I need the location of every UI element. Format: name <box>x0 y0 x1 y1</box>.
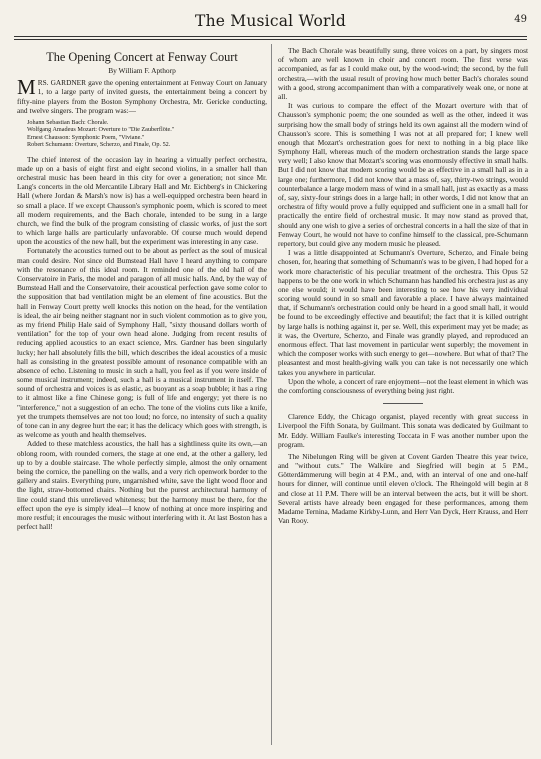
lead-text: RS. GARDNER gave the opening entertainment at Fenway Court on January 1, to a large party of invited guests, the entertainment being a concert by fifty-nine players from the Boston Symphony Orchestra, Mr. Gericke conducting, and twelve singers. The program was:— <box>17 78 267 115</box>
body-paragraph: Fortunately the acoustics turned out to be about as perfect as the soul of musical man could desire. Not since old Bumstead Hall have I heard anything to compare with the resonance of this ideal room. It reminded one of the old hall of the Conservatoire in Paris, the model and paragon of all music halls. And, by the way of Bumstead Hall and the Conservatoire, their acoustical perfection gave some color to the supposition that bad ventilation might be an element of fine acoustics. But the hall in Fenway Court pretty well knocks this notion on the head, for the ventilation is ideal, the air being neither stagnant nor in such violent commotion as to give you, as my friend Philip Hale said of Symphony Hall, "sixty thousand dollars worth of ventilation" for the top of your own head alone. Judging from recent results of reducing applied acoustics to an exact science, Mrs. Gardner has been singularly lucky; her hall absolutely fills the bill, which describes the ideal acoustics of a music hall as consisting in the greatest possible amount of resonance compatible with an absence of echo. Listening to music in such a hall, you feel as if you were inside of some musical instrument; indeed, such a hall is a musical instrument in itself. The sound of orchestra and voices is as elastic, as buoyant as a soap bubble; it has a ring to it almost like a fine Chinese gong; is full of life and engergy; yet there is no "interference," not a suggestion of an echo. The tone of the violins cuts like a knife, yet the trumpets themselves are not too loud; no force, no intensity of such a quality of tone can in any degree hurt the ear; it has the delicacy which goes with strength, is as welcome as youth and health themselves. <box>17 246 268 440</box>
column-divider <box>271 44 272 745</box>
news-note: Clarence Eddy, the Chicago organist, played recently with great success in Liverpool the Fifth Sonata, by Guilmant. This sonata was dedicated by Guilmant to Mr. Eddy. William Faulke's interesting Toccata in F was another number upon the program. <box>278 412 528 449</box>
program-item: Johann Sebastian Bach: Chorale. <box>27 118 109 126</box>
section-separator <box>383 403 423 404</box>
body-paragraph: It was curious to compare the effect of the Mozart overture with that of Chausson's symphonic poem; the one sounded as well as the other, indeed it was surprising how the small body of strings held its own against all the modern wind of Chausson's score. This is something I was not at all prepared for; I knew well enough that Mozart's orchestration goes for next to nothing in a big place like Symphony Hall, whereas much of the modern orchestration stands the large space very well; I also know that Mozart's scoring was enormously effective in small halls. But I did not know that modern scoring would be as effective in a small hall as in a large one; furthermore, I did not know that a mass of, say, thirty-two strings, would counterbalance a large modern mass of wind in a small hall, just as exactly as a mass of, say, sixty-four strings does in a large hall; in other words, I did not know that an orchestra of fifty would prove a fully equipped and sufficient one in a small hall for practically the entire field of orchestral music. It may now stand as proved that, should any one wish to give a series of orchestral concerts in a hall the size of that in Fenway Court, he would not have to confine himself to the classical, pre-Schumann repertory, but could give any modern music he pleased. <box>278 101 528 248</box>
header-rule <box>14 36 527 37</box>
drop-cap: M <box>17 75 36 100</box>
body-paragraph: The chief interest of the occasion lay in hearing a virtually perfect orchestra, made up on a basis of eight first and eight second violins, in a smaller hall than orchestral music has been heard in this city for over a generation; not since Mr. Lang's concerts in the old Mercantile Library Hall and Mr. Eichberg's in Chickering Hall (where Jordan & Marsh's now is) has a well-equipped orchestra been heard in so small a place. If we except Chausson's symphonic poem, which is scored to meet all modern requirements, and the Bach chorale, intended to be sung in a large church, we find the bulk of the program consisting of classic works, of just the sort to which large halls are particularly unfavorable. Of course much would depend upon the acoustics of the new hall, but the experiment was interesting in any case. <box>17 154 267 247</box>
body-paragraph: The Bach Chorale was beautifully sung, three voices on a part, by singers most of whom are well known in choir and concert room. The first verse was accompanied, as far as I could make out, by the wood-wind; the second, by the full orchestra,—with the usual result of proving how much better Bach's chorales sound with a good, strong accompaniment than with a comparatively weak one, or none at all. <box>278 46 528 101</box>
body-paragraph: Added to these matchless acoustics, the hall has a sightliness quite its own,—an oblong room, with rounded corners, the stage at one end, at the other a gallery, led up to by a double staircase. The whole perfectly simple, almost the only ornament being the cornice, the panelling on the walls, and a very rich openwork border to the gallery and stairs. Everything pure, ungarnished white, save the light wood floor and the light, straw-bottomed chairs. Nothing but the purest architectural harmony of line could stand this unrelieved whiteness; but the harmony must be there, for the effect upon the eye is simply ideal—I know of nothing at once more inspiring and more restful; it encourages the music without interfering with it. At last Boston has a perfect hall! <box>17 439 267 532</box>
program-item: Robert Schumann: Overture, Scherzo, and Finale, Op. 52. <box>27 141 171 149</box>
right-column <box>278 46 528 525</box>
journal-title: The Musical World <box>195 12 346 30</box>
program-item: Wolfgang Amadeus Mozart: Overture to "Die Zauberflöte." <box>27 126 175 134</box>
program-item: Ernest Chausson: Symphonic Poem, "Viviane." <box>27 133 145 141</box>
news-note: The Nibelungen Ring will be given at Covent Garden Theatre this year twice, and "without cuts." The Walküre and Siegfried will begin at 5 P.M., Götterdämmerung will begin at 4 P.M., and, with an interval of one and one-half hours for dinner, will continue until eleven o'clock. The Rheingold will begin at 8 and close at 11 P.M. There will be an interval between the acts, but it will be short. Several artists have already been engaged for these performances, among them Madame Ternina, Madame Kirkby-Lunn, and Herr Van Dyck, Herr Krauss, and Herr Van Rooy. <box>278 451 528 526</box>
left-column <box>17 46 267 531</box>
article-title: The Opening Concert at Fenway Court <box>46 50 238 64</box>
program-list <box>27 119 267 149</box>
body-paragraph: I was a little disappointed at Schumann's Overture, Scherzo, and Finale being chosen, for, hearing that something of Schumann's was to be given, I had hoped for a work more characteristic of his peculiar treatment of the orchestra. This Opus 52 happens to be the one work in which Schumann has handled his orchestra just as any one else would; it would have been interesting to see how his very individual scoring would sound in so small and favorable a place. I have always maintained that, if Schumann's orchestration could only be heard in a good small hall, it would be found to be exceedingly effective and beautiful; the fact that it is killed outright by large halls is nothing against it, per se. Well, this experiment may yet be made; as it was, the Overture, Scherzo, and Finale was grandly played, and reproduced an enormous effect. That last movement in particular went superbly; the movement in which the composer works with such energy to get—nowhere. But what of that? The pleasantest and most health-giving walk you can take is not necessarily one which takes you anywhere in particular. <box>278 248 528 377</box>
header-rule-thin <box>14 39 527 40</box>
article-byline: By William F. Apthorp <box>108 66 176 75</box>
lead-paragraph <box>17 75 267 115</box>
body-paragraph: Upon the whole, a concert of rare enjoyment—not the least element in which was the comforting consciousness of everything being just right. <box>278 376 528 395</box>
page-number: 49 <box>514 14 527 25</box>
